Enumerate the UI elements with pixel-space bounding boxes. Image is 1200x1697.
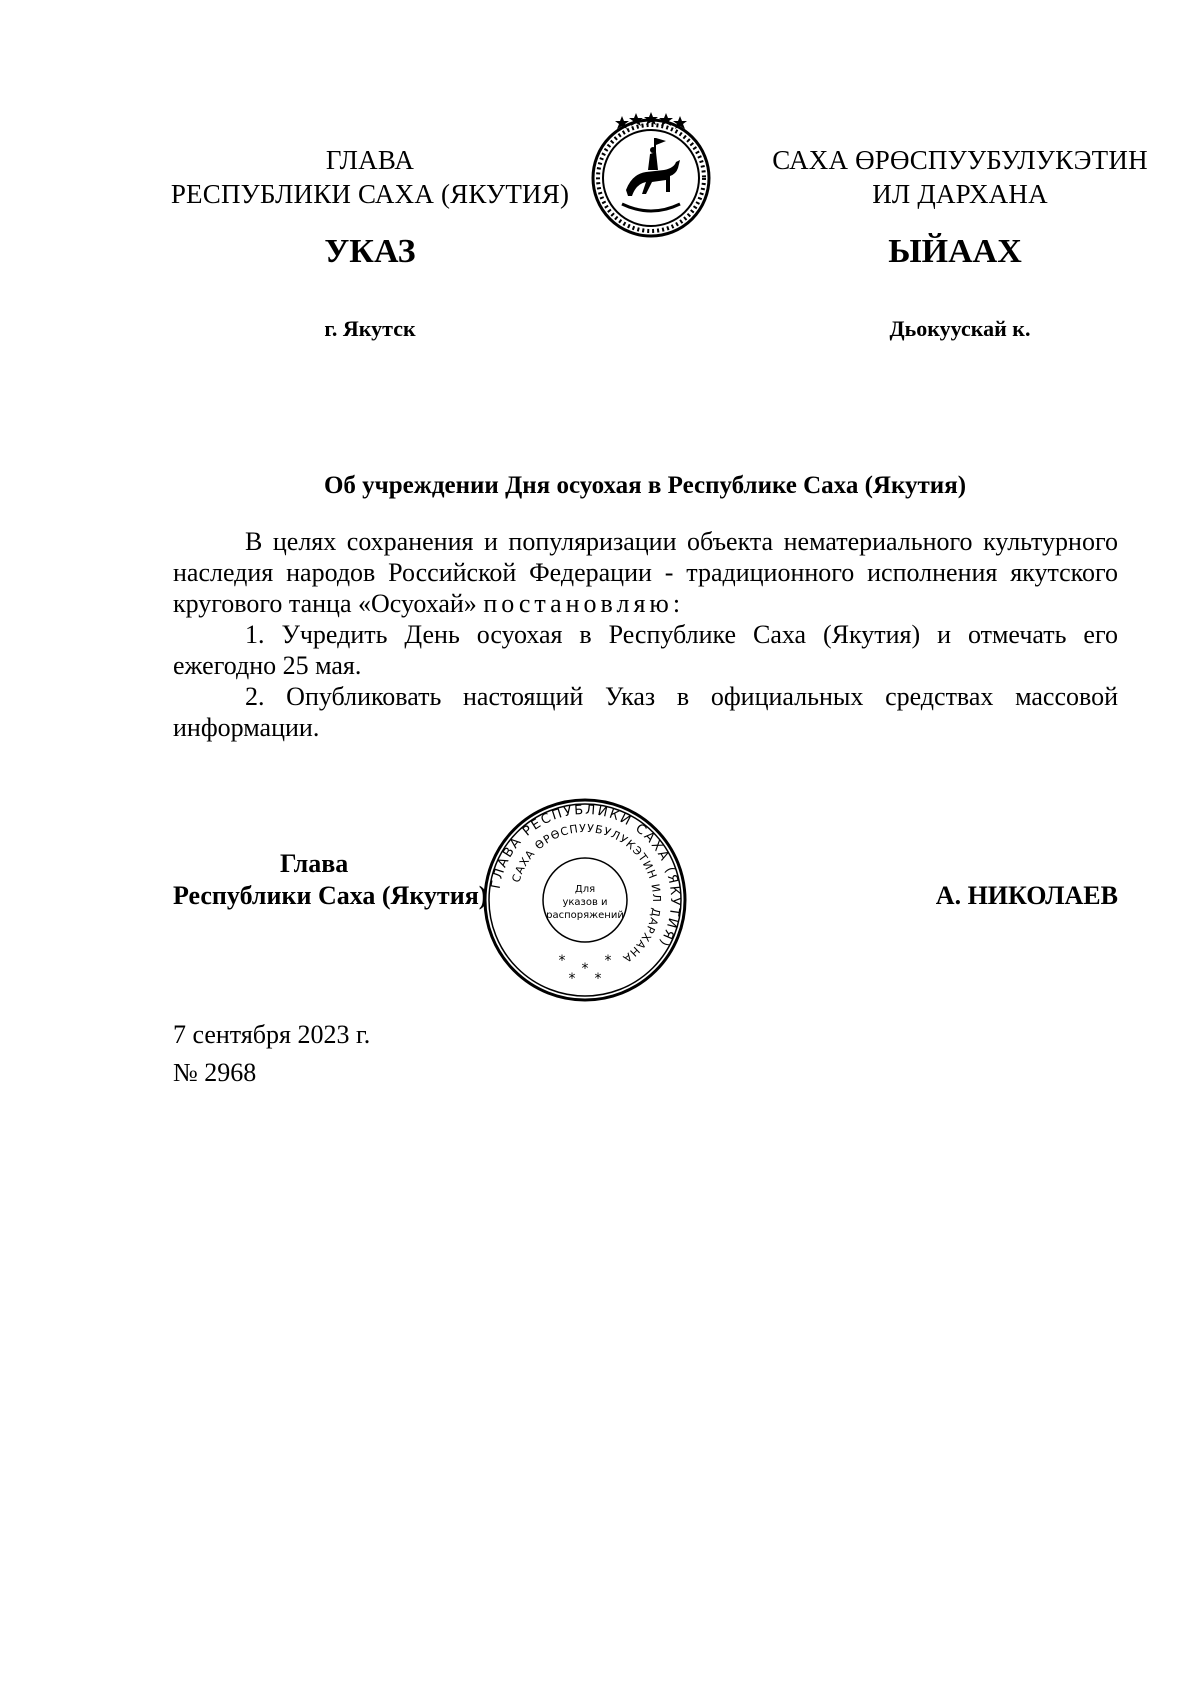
doc-type-ru: УКАЗ	[324, 233, 416, 270]
document-date: 7 сентября 2023 г.	[173, 1020, 371, 1049]
seal-stars	[559, 953, 612, 987]
city-ru: г. Якутск	[324, 316, 416, 341]
signature-position-line2: Республики Саха (Якутия)	[173, 881, 488, 910]
signatory-name: А. НИКОЛАЕВ	[935, 881, 1118, 910]
seal-center-line2: указов и	[562, 897, 608, 908]
decree-word: постановляю:	[483, 589, 685, 618]
paragraph-item-2: 2. Опубликовать настоящий Указ в официальных средствах массовой информации.	[173, 682, 1118, 742]
city-sah: Дьокуускай к.	[889, 316, 1031, 341]
paragraph-preamble	[173, 526, 1118, 619]
svg-text:*: *	[594, 971, 602, 987]
preamble-text: В целях сохранения и популяризации объекта нематериального культурного наследия народов Российской Федерации - традиционного исполнения якутского кругового танца «Осуохай»	[173, 527, 1118, 618]
seal-center-line1: Для	[574, 884, 596, 895]
svg-text:*: *	[581, 961, 589, 977]
header-right-line1: САХА ӨРӨСПУУБУЛУКЭТИН	[772, 145, 1148, 175]
seal-inner-text: САХА ӨРӨСПУУБУЛУКЭТИН ИЛ ДАРХАНА	[509, 821, 664, 966]
seal-center-line3: распоряжений	[546, 910, 624, 921]
official-seal	[482, 797, 688, 1003]
paragraph-item-1: 1. Учредить День осуохая в Республике Саха (Якутия) и отмечать его ежегодно 25 мая.	[173, 620, 1118, 680]
header-right-line2: ИЛ ДАРХАНА	[872, 179, 1048, 209]
document-number: № 2968	[173, 1058, 257, 1087]
svg-text:*: *	[558, 953, 566, 969]
seal-outer-text: ГЛАВА РЕСПУБЛИКИ САХА (ЯКУТИЯ)	[488, 802, 683, 951]
document-body	[173, 526, 1118, 743]
doc-type-sah: ЫЙААХ	[888, 233, 1022, 270]
svg-text:*: *	[604, 953, 612, 969]
header-left-line1: ГЛАВА	[325, 145, 415, 175]
header-right-block	[745, 143, 1175, 211]
svg-text:*: *	[568, 971, 576, 987]
header-left-block	[170, 143, 570, 211]
header-left-line2: РЕСПУБЛИКИ САХА (ЯКУТИЯ)	[170, 179, 570, 209]
document-title: Об учреждении Дня осуохая в Республике Саха (Якутия)	[323, 472, 967, 499]
sakha-coat-of-arms-icon	[582, 108, 720, 238]
signature-position-line1: Глава	[280, 849, 349, 878]
